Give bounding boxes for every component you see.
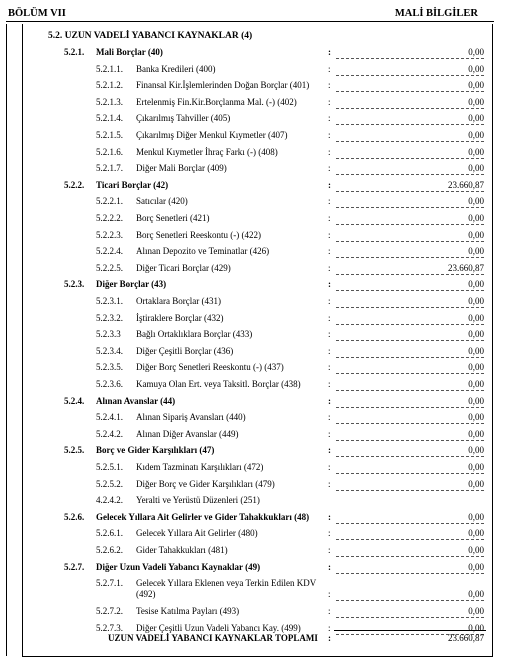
account-label: İştiraklere Borçlar (432) [136,312,224,323]
account-value: 0,00 [468,163,484,174]
colon-separator: : [328,462,331,472]
account-value: 0,00 [468,113,484,124]
dotted-leader [336,340,484,341]
account-code: 5.2.5. [64,445,85,456]
colon-separator: : [328,412,331,423]
account-code: 5.2.1.5. [96,130,123,140]
account-code: 5.2.3.2. [96,312,123,323]
account-code: 5.2.3.6. [96,379,123,389]
account-code: 5.2.1.4. [96,113,123,124]
total-rule [334,630,486,631]
account-label: Satıcılar (420) [136,196,188,207]
account-code: 5.2.4.1. [96,412,123,423]
colon-separator: : [328,246,331,257]
dotted-leader [336,573,484,574]
account-value: 0,00 [468,196,484,207]
account-value: 23.660,87 [448,262,484,273]
account-label: Çıkarılmış Diğer Menkul Kıymetler (407) [136,130,288,140]
dotted-leader [336,556,484,557]
colon-separator: : [328,113,331,124]
colon-separator: : [328,329,331,340]
colon-separator: : [328,229,331,240]
account-label: Diğer Borçlar (43) [96,279,167,290]
total-label: UZUN VADELİ YABANCI KAYNAKLAR TOPLAMI [108,633,318,643]
dotted-leader [336,224,484,225]
account-value: 0,00 [468,622,484,633]
account-label-continued: (492) [136,589,156,600]
colon-separator: : [328,589,331,600]
colon-separator: : [328,622,331,633]
account-code: 5.2.7.1. [96,578,123,589]
account-value: 0,00 [468,246,484,257]
account-code: 5.2.1.3. [96,96,123,107]
account-label: Borç Senetleri Reeskontu (-) (422) [136,229,261,240]
section-header: MALİ BİLGİLER [394,8,478,19]
account-value: 0,00 [468,606,484,617]
account-label: Gelecek Yıllara Ait Gelirler (480) [136,528,258,539]
colon-separator: : [328,196,331,207]
account-label: Diğer Borç Senetleri Reeskontu (-) (437) [136,362,284,373]
account-value: 0,00 [468,445,484,456]
dotted-leader [336,617,484,618]
dotted-leader [336,174,484,175]
account-label: Bağlı Ortaklıklara Borçlar (433) [136,329,253,340]
dotted-leader [336,473,484,474]
dotted-leader [336,108,484,109]
account-label: Yeralti ve Yerüstü Düzenleri (251) [136,495,260,506]
account-label: Mali Borçlar (40) [96,47,163,57]
account-value: 0,00 [468,545,484,555]
account-value: 0,00 [468,47,484,57]
account-value: 0,00 [468,528,484,539]
colon-separator: : [328,163,331,174]
dotted-leader [336,357,484,358]
colon-separator: : [328,545,331,555]
dotted-leader [336,373,484,374]
dotted-leader [336,141,484,142]
colon-separator: : [328,279,331,290]
account-value: 0,00 [468,63,484,74]
account-value: 0,00 [468,561,484,572]
colon-separator: : [328,213,331,223]
account-code: 5.2.2.4. [96,246,123,257]
account-value: 0,00 [468,412,484,423]
account-code: 5.2.4.2. [96,428,123,439]
account-label: Diğer Mali Borçlar (409) [136,163,227,174]
account-value: 0,00 [468,428,484,439]
account-code: 5.2.3.1. [96,296,123,306]
account-value: 0,00 [468,312,484,323]
account-label: Tesise Katılma Payları (493) [136,606,240,617]
account-code: 5.2.1.6. [96,146,123,157]
dotted-leader [336,440,484,441]
account-value: 0,00 [468,229,484,240]
account-label: Alınan Sipariş Avansları (440) [136,412,246,423]
account-code: 5.2.2.3. [96,229,123,240]
account-code: 5.2.2.5. [96,262,123,273]
chapter-header: BÖLÜM VII [8,8,66,19]
dotted-leader [336,390,484,391]
account-code: 5.2.6.1. [96,528,123,539]
account-code: 5.2.5.2. [96,478,123,489]
account-value: 0,00 [468,96,484,107]
dotted-leader [336,324,484,325]
account-value: 0,00 [468,379,484,389]
total-value: 23.660,87 [448,633,484,643]
total-colon: : [328,633,331,643]
account-label: Ticari Borçlar (42) [96,179,169,190]
account-label: Diğer Uzun Vadeli Yabancı Kaynaklar (49) [96,561,261,572]
account-value: 0,00 [468,80,484,91]
account-code: 5.2.5.1. [96,462,123,472]
account-label: Alınan Diğer Avanslar (449) [136,428,239,439]
dotted-leader [336,307,484,308]
account-code: 5.2.6.2. [96,545,123,555]
colon-separator: : [328,345,331,356]
dotted-leader [336,207,484,208]
dotted-leader [336,456,484,457]
account-label: Diğer Çeşitli Borçlar (436) [136,345,234,356]
colon-separator: : [328,606,331,617]
left-border [6,24,7,656]
account-code: 5.2.4. [64,395,85,406]
dotted-leader [336,490,484,491]
dotted-leader [336,600,484,601]
account-code: 5.2.3.5. [96,362,123,373]
colon-separator: : [328,478,331,489]
account-label: Gelecek Yıllara Eklenen veya Terkin Edilen KDV [136,578,317,589]
dotted-leader [336,423,484,424]
account-label: Borç ve Gider Karşılıkları (47) [96,445,215,456]
account-value: 23.660,87 [448,179,484,190]
dotted-leader [336,241,484,242]
account-label: Çıkarılmış Tahviller (405) [136,113,231,124]
dotted-leader [336,58,484,59]
colon-separator: : [328,395,331,406]
section-title: 5.2. UZUN VADELİ YABANCI KAYNAKLAR (4) [48,31,253,41]
account-label: Diğer Borç ve Gider Karşılıkları (479) [136,478,275,489]
account-label: Gider Tahakkukları (481) [136,545,228,555]
account-value: 0,00 [468,395,484,406]
colon-separator: : [328,561,331,572]
account-value: 0,00 [468,345,484,356]
colon-separator: : [328,63,331,74]
account-value: 0,00 [468,130,484,140]
account-label: Alınan Depozito ve Teminatlar (426) [136,246,270,257]
dotted-leader [336,158,484,159]
colon-separator: : [328,511,331,522]
account-label: Diğer Çeşitli Uzun Vadeli Yabancı Kay. (499) [136,622,301,633]
dotted-leader [336,75,484,76]
account-label: Gelecek Yıllara Ait Gelirler ve Gider Tahakkukları (48) [96,511,310,522]
account-code: 5.2.1. [64,47,85,57]
dotted-leader [336,407,484,408]
header-rule [6,21,494,22]
account-label: Kamuya Olan Ert. veya Taksitl. Borçlar (438) [136,379,301,389]
account-code: 5.2.7.2. [96,606,123,617]
colon-separator: : [328,362,331,373]
account-value: 0,00 [468,589,484,600]
dotted-leader [336,539,484,540]
account-code: 5.2.2.2. [96,213,123,223]
colon-separator: : [328,262,331,273]
account-value: 0,00 [468,511,484,522]
colon-separator: : [328,96,331,107]
account-label: Borç Senetleri (421) [136,213,210,223]
account-code: 5.2.1.2. [96,80,123,91]
account-value: 0,00 [468,279,484,290]
account-code: 5.2.6. [64,511,85,522]
dotted-leader [336,91,484,92]
dotted-leader [336,523,484,524]
account-label: Menkul Kıymetler İhraç Farkı (-) (408) [136,146,278,157]
dotted-leader [336,290,484,291]
colon-separator: : [328,428,331,439]
account-value: 0,00 [468,462,484,472]
colon-separator: : [328,146,331,157]
colon-separator: : [328,379,331,389]
account-code: 5.2.1.1. [96,63,123,74]
account-code: 5.2.7.3. [96,622,123,633]
colon-separator: : [328,445,331,456]
dotted-leader [336,257,484,258]
account-value: 0,00 [468,296,484,306]
account-value: 0,00 [468,329,484,340]
account-code: 4.2.4.2. [96,495,123,506]
colon-separator: : [328,179,331,190]
account-value: 0,00 [468,478,484,489]
account-label: Kıdem Tazminatı Karşılıkları (472) [136,462,264,472]
colon-separator: : [328,47,331,57]
account-label: Finansal Kir.İşlemlerinden Doğan Borçlar (401) [136,80,310,91]
colon-separator: : [328,528,331,539]
account-code: 5.2.3. [64,279,85,290]
dotted-leader [336,124,484,125]
account-value: 0,00 [468,146,484,157]
account-label: Diğer Ticari Borçlar (429) [136,262,231,273]
colon-separator: : [328,80,331,91]
account-code: 5.2.2.1. [96,196,123,207]
dotted-leader [336,191,484,192]
account-code: 5.2.2. [64,179,85,190]
account-label: Ertelenmiş Fin.Kir.Borçlanma Mal. (-) (402) [136,96,297,107]
account-label: Ortaklara Borçlar (431) [136,296,221,306]
colon-separator: : [328,312,331,323]
account-value: 0,00 [468,213,484,223]
account-value: 0,00 [468,362,484,373]
account-label: Banka Kredileri (400) [136,63,216,74]
account-code: 5.2.3.3 [96,329,121,340]
colon-separator: : [328,130,331,140]
account-code: 5.2.1.7. [96,163,123,174]
account-label: Alınan Avanslar (44) [96,395,176,406]
colon-separator: : [328,296,331,306]
dotted-leader [336,274,484,275]
account-code: 5.2.7. [64,561,85,572]
account-code: 5.2.3.4. [96,345,123,356]
